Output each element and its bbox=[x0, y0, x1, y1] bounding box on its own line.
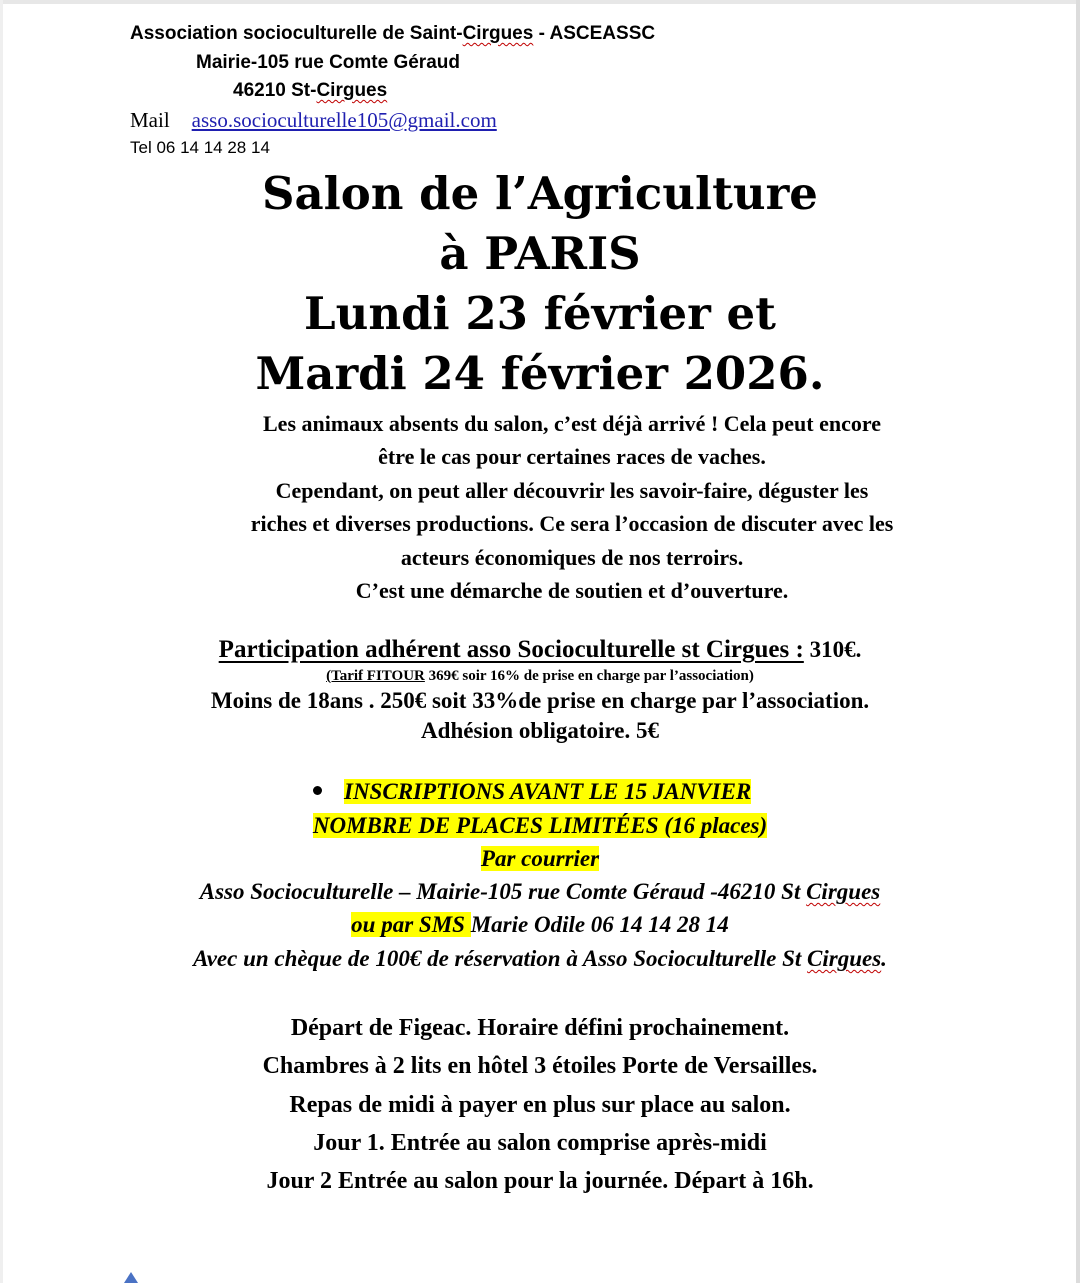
mail-link[interactable]: asso.socioculturelle105@gmail.com bbox=[191, 108, 497, 132]
intro-line-3: Cependant, on peut aller découvrir les savoir-faire, déguster les bbox=[275, 478, 869, 503]
details-line-5: Jour 2 Entrée au salon pour la journée. Départ à 16h. bbox=[266, 1168, 814, 1194]
places-line bbox=[0, 810, 1080, 842]
intro-line-2: être le cas pour certaines races de vaches. bbox=[378, 444, 766, 469]
title-line-1: Salon de l’Agriculture bbox=[262, 167, 818, 220]
tarif-label: (Tarif FITOUR bbox=[326, 668, 425, 684]
sms-line bbox=[0, 909, 1080, 941]
intro-line-1: Les animaux absents du salon, c’est déjà arrivé ! Cela peut encore bbox=[263, 411, 881, 436]
details-line-3: Repas de midi à payer en plus sur place au salon. bbox=[289, 1092, 791, 1118]
cheque-line bbox=[0, 943, 1080, 975]
details-line-2: Chambres à 2 lits en hôtel 3 étoiles Porte de Versailles. bbox=[262, 1053, 818, 1079]
participation-label: Participation adhérent asso Socioculturelle st Cirgues : bbox=[218, 636, 804, 663]
participation-price: 310€. bbox=[803, 637, 862, 662]
postal-address-text: Asso Socioculturelle – Mairie-105 rue Comte Géraud -46210 St bbox=[199, 879, 807, 904]
triangle-up-icon[interactable] bbox=[124, 1272, 138, 1283]
org-name-text: Association socioculturelle de Saint- bbox=[130, 23, 463, 44]
org-acronym: - ASCEASSC bbox=[533, 23, 656, 44]
by-mail-line bbox=[0, 843, 1080, 875]
participation-line bbox=[0, 634, 1080, 666]
tarif-detail: 369€ soir 16% de prise en charge par l’association) bbox=[424, 668, 754, 684]
page-top-edge bbox=[0, 0, 1080, 4]
deadline-text: INSCRIPTIONS AVANT LE 15 JANVIER bbox=[344, 779, 752, 804]
org-name-line bbox=[130, 23, 655, 45]
phone-line: Tel 06 14 14 28 14 bbox=[130, 138, 270, 157]
postal-line bbox=[233, 80, 387, 102]
sms-contact: Marie Odile 06 14 14 28 14 bbox=[470, 912, 729, 937]
postal-address-spellcheck-word: Cirgues bbox=[806, 879, 881, 904]
by-mail-text: Par courrier bbox=[480, 846, 600, 871]
title-line-4: Mardi 24 février 2026. bbox=[255, 347, 825, 400]
postal-code-text: 46210 St- bbox=[233, 80, 317, 101]
cheque-text: Avec un chèque de 100€ de réservation à Asso Socioculturelle St bbox=[193, 946, 808, 971]
org-name-spellcheck-word: Cirgues bbox=[462, 23, 534, 44]
deadline-line bbox=[313, 776, 751, 808]
mail-label: Mail bbox=[130, 108, 170, 132]
title-line-3: Lundi 23 février et bbox=[304, 287, 776, 340]
cheque-spellcheck-word: Cirgues bbox=[807, 946, 882, 971]
address-line: Mairie-105 rue Comte Géraud bbox=[196, 52, 460, 73]
membership-line: Adhésion obligatoire. 5€ bbox=[421, 718, 659, 743]
under18-line: Moins de 18ans . 250€ soit 33%de prise en charge par l’association. bbox=[210, 688, 870, 713]
intro-line-4: riches et diverses productions. Ce sera l’occasion de discuter avec les bbox=[250, 511, 894, 536]
places-text: NOMBRE DE PLACES LIMITÉES (16 places) bbox=[312, 813, 768, 838]
sms-label: ou par SMS bbox=[351, 912, 471, 937]
details-line-1: Départ de Figeac. Horaire défini prochainement. bbox=[290, 1015, 790, 1041]
details-line-4: Jour 1. Entrée au salon comprise après-midi bbox=[313, 1130, 767, 1156]
intro-line-5: acteurs économiques de nos terroirs. bbox=[400, 545, 744, 570]
title-line-2: à PARIS bbox=[439, 227, 641, 280]
mail-line bbox=[130, 107, 497, 133]
postal-spellcheck-word: Cirgues bbox=[316, 80, 388, 101]
cheque-suffix: . bbox=[881, 946, 887, 971]
tarif-line bbox=[0, 667, 1080, 685]
intro-line-6: C’est une démarche de soutien et d’ouverture. bbox=[355, 578, 789, 603]
postal-address-line bbox=[0, 876, 1080, 908]
bullet-dot-icon bbox=[313, 786, 322, 795]
